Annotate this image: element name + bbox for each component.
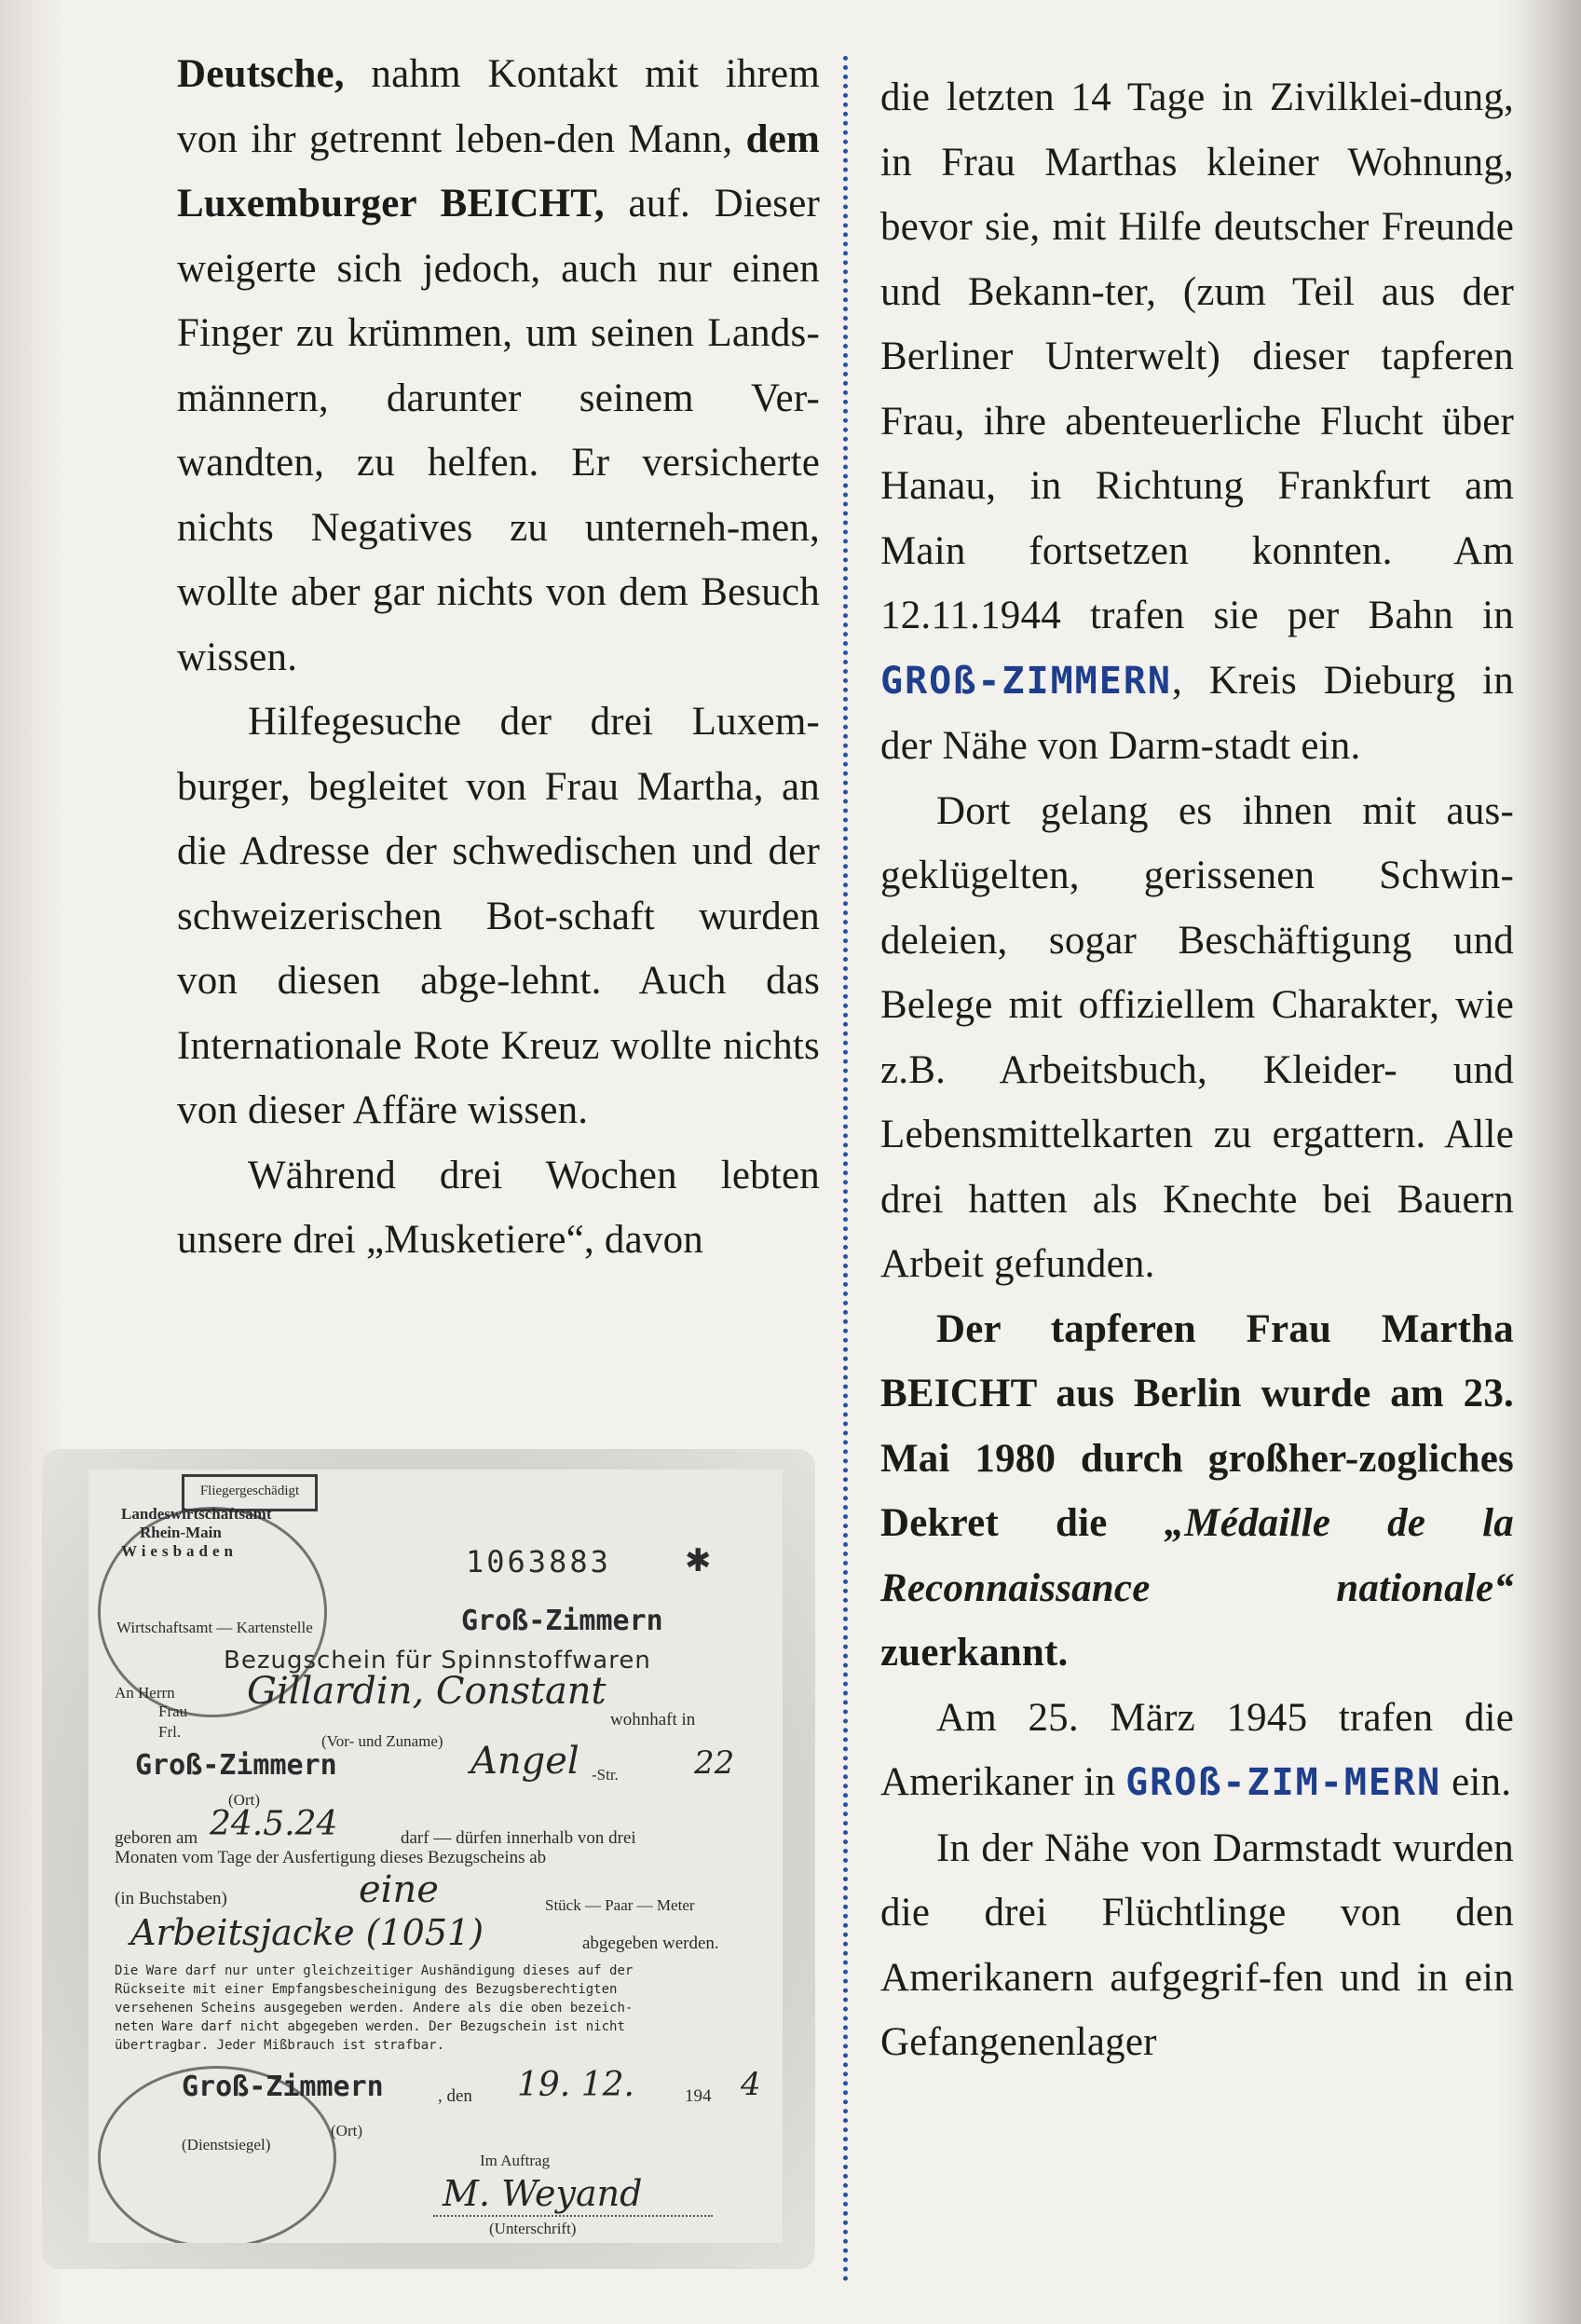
handwritten-item: Arbeitsjacke (1051) bbox=[130, 1912, 484, 1953]
field-label: (in Buchstaben) bbox=[115, 1889, 227, 1908]
fine-print: Rückseite mit einer Empfangsbescheinigung des Bezugsberechtigten bbox=[115, 1982, 618, 1997]
column-divider bbox=[843, 56, 848, 2283]
left-paragraph-3: Während drei Wochen lebten unsere drei „Musketiere“, davon bbox=[177, 1153, 820, 1262]
field-hint: (Vor- und Zuname) bbox=[321, 1732, 443, 1750]
right-text-column bbox=[880, 65, 1514, 2075]
handwritten-house-number: 22 bbox=[694, 1744, 735, 1782]
field-label: abgegeben werden. bbox=[582, 1934, 719, 1953]
ration-coupon bbox=[89, 1470, 783, 2243]
right-paragraph-1 bbox=[880, 65, 1514, 779]
fine-print: übertragbar. Jeder Mißbrauch ist strafbar. bbox=[115, 2038, 445, 2053]
bold-text: zuerkannt. bbox=[880, 1631, 1069, 1675]
stamp-box: Fliegergeschädigt bbox=[182, 1474, 318, 1511]
bold-text: Der tapferen Frau Martha BEICHT aus Berlin wurde am 23. Mai 1980 durch großher-zogliches Dekret die bbox=[880, 1306, 1514, 1545]
fine-print: neten Ware darf nicht abgegeben werden. Der Bezugschein ist nicht bbox=[115, 2019, 625, 2034]
document-photo bbox=[42, 1449, 815, 2269]
bold-text: Deutsche, bbox=[177, 52, 345, 96]
field-label: Stück — Paar — Meter bbox=[545, 1896, 695, 1914]
body-text: , Kreis Dieburg in der Nähe von Darm-stadt ein. bbox=[880, 658, 1514, 768]
field-hint: (Unterschrift) bbox=[489, 2220, 577, 2237]
field-label: An Herrn bbox=[115, 1684, 175, 1702]
year-prefix: 194 bbox=[685, 2086, 712, 2106]
left-text-column bbox=[177, 42, 820, 1273]
handwritten-name: Gillardin, Constant bbox=[247, 1670, 607, 1713]
field-hint: (Dienstsiegel) bbox=[182, 2136, 271, 2153]
office-line: Wiesbaden bbox=[121, 1542, 238, 1560]
field-label: Monaten vom Tage der Ausfertigung dieses Bezugscheins ab bbox=[115, 1848, 547, 1867]
right-paragraph-3 bbox=[880, 1297, 1514, 1686]
field-hint: (Ort) bbox=[228, 1791, 260, 1809]
place-stamp: Groß-Zimmern bbox=[135, 1749, 337, 1782]
handwritten-year-digit: 4 bbox=[741, 2066, 761, 2103]
signature-line bbox=[433, 2215, 713, 2217]
coupon-title: Bezugschein für Spinnstoffwaren bbox=[224, 1647, 651, 1675]
handwritten-date: 19. 12. bbox=[517, 2066, 634, 2104]
right-paragraph-2: Dort gelang es ihnen mit aus-geklügelten, gerissenen Schwin-deleien, sogar Beschäftigung und Belege mit offiziellem Charakter, wie z.B. Arbeitsbuch, Kleider- und Lebensmittelkarten zu ergattern. Alle drei hatten als Knechte bei Bauern Arbeit gefunden. bbox=[880, 788, 1514, 1286]
field-label: geboren am bbox=[115, 1828, 198, 1848]
serial-number: 1063883 bbox=[466, 1544, 611, 1579]
handwritten-birth-date: 24.5.24 bbox=[210, 1805, 338, 1843]
fine-print: Die Ware darf nur unter gleichzeitiger Aushändigung dieses auf der bbox=[115, 1963, 634, 1978]
field-label: Im Auftrag bbox=[480, 2152, 551, 2169]
right-paragraph-5: In der Nähe von Darmstadt wurden die drei Flüchtlinge von den Amerikanern aufgegrif-fen und in ein Gefangenenlager bbox=[880, 1825, 1514, 2064]
office-line: Landeswirtschaftsamt bbox=[121, 1505, 272, 1523]
office-label: Wirtschaftsamt — Kartenstelle bbox=[116, 1619, 313, 1636]
field-label: wohnhaft in bbox=[610, 1710, 696, 1729]
medal-name: „Médaille de la Reconnaissance nationale“ bbox=[880, 1501, 1514, 1610]
place-name: GROß-ZIM-MERN bbox=[1125, 1761, 1442, 1804]
field-label: Frl. bbox=[158, 1723, 182, 1741]
field-label: darf — dürfen innerhalb von drei bbox=[401, 1828, 636, 1848]
right-paragraph-4 bbox=[880, 1686, 1514, 1816]
handwritten-signature: M. Weyand bbox=[443, 2173, 643, 2214]
body-text: Am 25. März 1945 trafen die Amerikaner in bbox=[880, 1695, 1514, 1804]
handwritten-street: Angel bbox=[470, 1740, 579, 1783]
left-paragraph-1 bbox=[177, 42, 820, 690]
place-name: GROß-ZIMMERN bbox=[880, 659, 1172, 703]
place-stamp: Groß-Zimmern bbox=[461, 1605, 663, 1637]
field-label: Frau bbox=[158, 1702, 188, 1720]
body-text: nahm Kontakt mit ihrem von ihr getrennt leben-den Mann, bbox=[177, 52, 820, 161]
asterisk-icon: ✱ bbox=[685, 1544, 712, 1579]
place-stamp: Groß-Zimmern bbox=[182, 2071, 384, 2103]
field-label: -Str. bbox=[592, 1766, 619, 1784]
handwritten-quantity: eine bbox=[359, 1868, 439, 1911]
bold-text: dem Luxemburger BEICHT, bbox=[177, 116, 820, 226]
field-hint: (Ort) bbox=[331, 2122, 362, 2139]
body-text: ein. bbox=[1441, 1760, 1512, 1804]
left-paragraph-2: Hilfegesuche der drei Luxem-burger, begleitet von Frau Martha, an die Adresse der schwedischen und der schweizerischen Bot-schaft wurden von diesen abge-lehnt. Auch das Internationale Rote Kreuz wollte nichts von dieser Affäre wissen. bbox=[177, 700, 820, 1132]
fine-print: versehenen Scheins ausgegeben werden. Andere als die oben bezeich- bbox=[115, 2001, 634, 2016]
office-line: Rhein-Main bbox=[140, 1524, 222, 1541]
field-label: , den bbox=[438, 2086, 472, 2106]
body-text: auf. Dieser weigerte sich jedoch, auch nur einen Finger zu krümmen, um seinen Lands-männern, darunter seinem Ver-wandten, zu helfen. Er versicherte nichts Negatives zu unterneh-men, wollte aber gar nichts von dem Besuch wissen. bbox=[177, 182, 820, 679]
body-text: die letzten 14 Tage in Zivilklei-dung, in Frau Marthas kleiner Wohnung, bevor sie, mit Hilfe deutscher Freunde und Bekann-ter, (zum Teil aus der Berliner Unterwelt) dieser tapferen Frau, ihre abenteuerliche Flucht über Hanau, in Richtung Frankfurt am Main fortsetzen konnten. Am 12.11.1944 trafen sie per Bahn in bbox=[880, 75, 1514, 637]
